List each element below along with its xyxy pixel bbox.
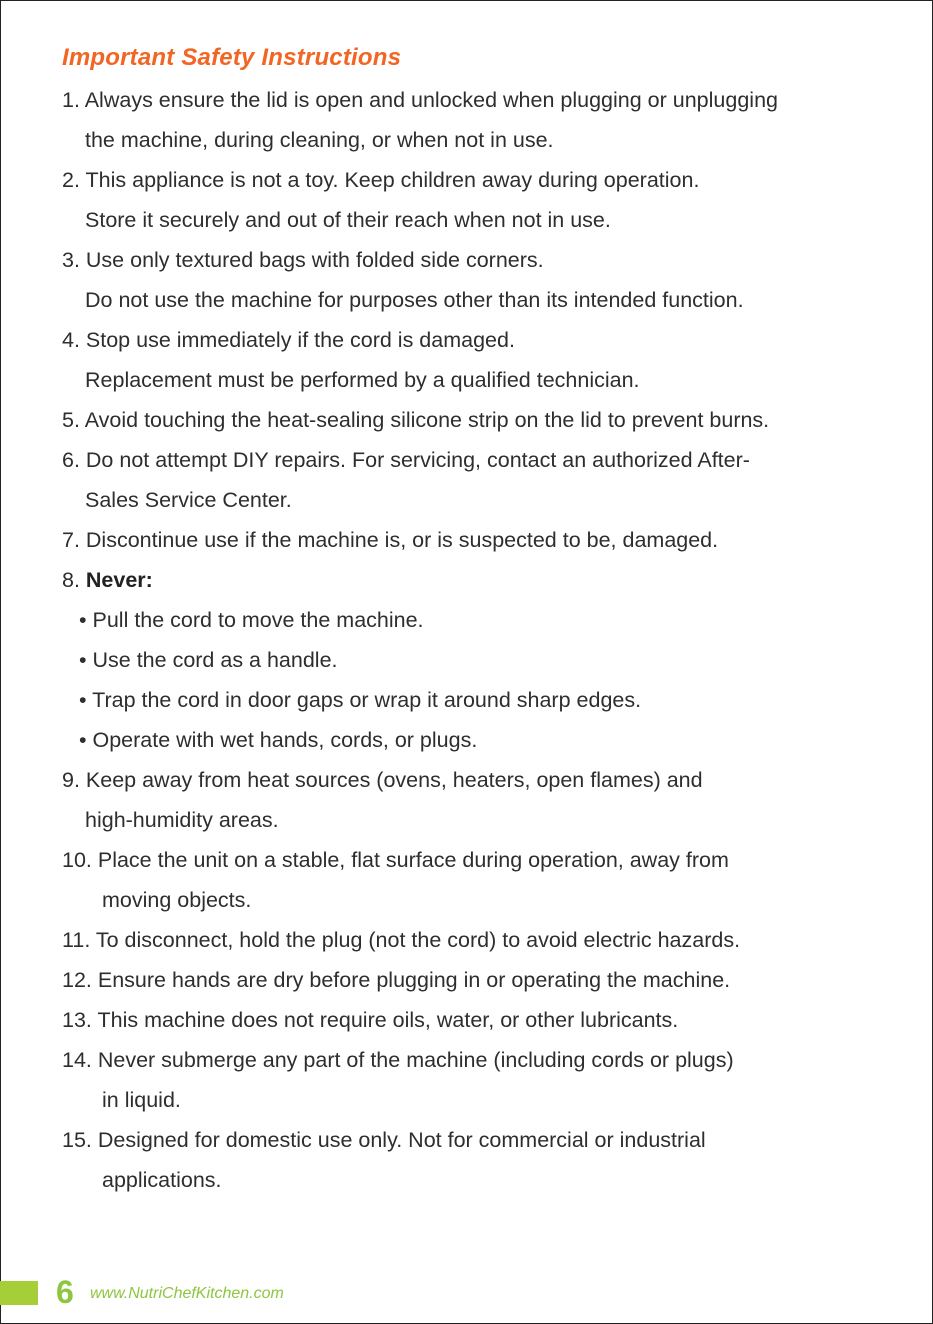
instruction-line: in liquid. bbox=[102, 1088, 181, 1112]
instruction-line: 9. Keep away from heat sources (ovens, heaters, open flames) and bbox=[62, 768, 703, 792]
item-number: 8. bbox=[62, 568, 86, 592]
instruction-line: 2. This appliance is not a toy. Keep children away during operation. bbox=[62, 168, 700, 192]
instruction-line: 3. Use only textured bags with folded side corners. bbox=[62, 248, 544, 272]
bullet-item: • Pull the cord to move the machine. bbox=[79, 608, 424, 632]
bullet-item: • Use the cord as a handle. bbox=[79, 648, 338, 672]
instruction-line: 10. Place the unit on a stable, flat surface during operation, away from bbox=[62, 848, 729, 872]
website-link[interactable]: www.NutriChefKitchen.com bbox=[90, 1285, 284, 1302]
instruction-line: 4. Stop use immediately if the cord is damaged. bbox=[62, 328, 515, 352]
instruction-line: 1. Always ensure the lid is open and unlocked when plugging or unplugging bbox=[62, 88, 778, 112]
instruction-line: 13. This machine does not require oils, water, or other lubricants. bbox=[62, 1008, 679, 1032]
instruction-line: 12. Ensure hands are dry before plugging in or operating the machine. bbox=[62, 968, 731, 992]
instruction-line: 6. Do not attempt DIY repairs. For servicing, contact an authorized After- bbox=[62, 448, 750, 472]
page-number: 6 bbox=[56, 1274, 74, 1310]
instruction-line: Store it securely and out of their reach when not in use. bbox=[85, 208, 611, 232]
instruction-line: Do not use the machine for purposes other than its intended function. bbox=[85, 288, 744, 312]
instruction-line: Sales Service Center. bbox=[85, 488, 292, 512]
instructions-list bbox=[62, 80, 902, 1200]
never-heading: Never: bbox=[85, 568, 153, 592]
bullet-item: • Trap the cord in door gaps or wrap it around sharp edges. bbox=[79, 688, 642, 712]
footer-accent-bar bbox=[0, 1281, 38, 1305]
instruction-line: 7. Discontinue use if the machine is, or is suspected to be, damaged. bbox=[62, 528, 719, 552]
bullet-item: • Operate with wet hands, cords, or plugs. bbox=[79, 728, 478, 752]
instruction-line: Replacement must be performed by a qualified technician. bbox=[85, 368, 640, 392]
instruction-line-never bbox=[62, 560, 902, 600]
instruction-line: moving objects. bbox=[102, 888, 252, 912]
instruction-line: 11. To disconnect, hold the plug (not the cord) to avoid electric hazards. bbox=[62, 928, 741, 952]
instruction-line: applications. bbox=[102, 1168, 222, 1192]
instruction-line: 14. Never submerge any part of the machine (including cords or plugs) bbox=[62, 1048, 734, 1072]
instruction-line: 15. Designed for domestic use only. Not for commercial or industrial bbox=[62, 1128, 706, 1152]
instruction-line: the machine, during cleaning, or when not in use. bbox=[85, 128, 554, 152]
instruction-line: 5. Avoid touching the heat-sealing silicone strip on the lid to prevent burns. bbox=[62, 408, 770, 432]
instruction-line: high-humidity areas. bbox=[85, 808, 279, 832]
section-title: Important Safety Instructions bbox=[62, 44, 402, 71]
